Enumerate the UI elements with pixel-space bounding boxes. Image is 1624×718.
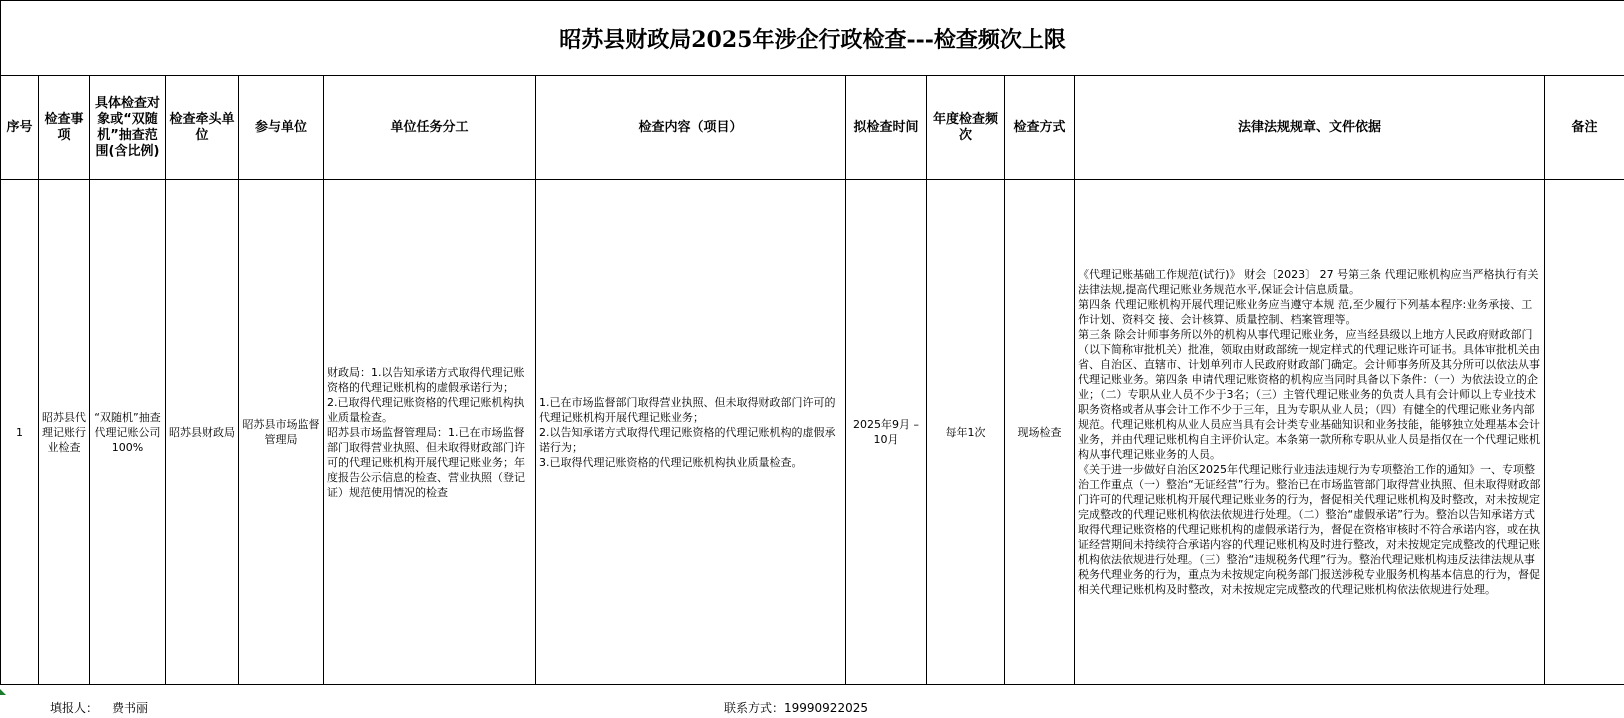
header-law: 法律法规规章、文件依据 bbox=[1075, 76, 1545, 180]
contact-info: 联系方式：19990922025 bbox=[724, 701, 868, 715]
header-note: 备注 bbox=[1545, 76, 1624, 180]
cell-scope: “双随机”抽查代理记账公司100% bbox=[90, 180, 166, 685]
header-method: 检查方式 bbox=[1005, 76, 1075, 180]
header-division: 单位任务分工 bbox=[324, 76, 536, 180]
cell-participant: 昭苏县市场监督管理局 bbox=[239, 180, 324, 685]
cell-freq: 每年1次 bbox=[927, 180, 1005, 685]
cell-item: 昭苏县代理记账行业检查 bbox=[39, 180, 90, 685]
cell-lead: 昭苏县财政局 bbox=[166, 180, 239, 685]
header-time: 拟检查时间 bbox=[846, 76, 927, 180]
page-title: 昭苏县财政局2025年涉企行政检查---检查频次上限 bbox=[1, 1, 1624, 76]
cell-division: 财政局：1.以告知承诺方式取得代理记账资格的代理记账机构的虚假承诺行为； 2.已取得代理记账资格的代理记账机构执业质量检查。 昭苏县市场监督管理局：1.已在市场监督部门取得营业执照、但未取得财政部门许可的代理记账机构开展代理记账业务；年度报告公示信息的检查、营业执照（登记证）规范使用情况的检查 bbox=[324, 180, 536, 685]
header-scope: 具体检查对象或“双随机”抽查范围(含比例) bbox=[90, 76, 166, 180]
header-seq: 序号 bbox=[1, 76, 39, 180]
header-lead: 检查牵头单位 bbox=[166, 76, 239, 180]
table-row bbox=[1, 180, 1624, 685]
header-row bbox=[1, 76, 1624, 180]
cell-method: 现场检查 bbox=[1005, 180, 1075, 685]
header-participant: 参与单位 bbox=[239, 76, 324, 180]
footer bbox=[0, 695, 1624, 718]
header-item: 检查事项 bbox=[39, 76, 90, 180]
filler-name: 费书丽 bbox=[112, 701, 149, 715]
header-freq: 年度检查频次 bbox=[927, 76, 1005, 180]
cell-seq: 1 bbox=[1, 180, 39, 685]
cell-time: 2025年9月 –10月 bbox=[846, 180, 927, 685]
filler-label: 填报人： bbox=[50, 701, 99, 715]
cell-law: 《代理记账基础工作规范(试行)》 财会〔2023〕 27 号第三条 代理记账机构应当严格执行有关法律法规,提高代理记账业务规范水平,保证会计信息质量。 第四条 代理记账机构开展代理记账业务应当遵守本规 范,至少履行下列基本程序:业务承接、工作计划、资料交 接、会计核算、质量控制、档案管理等。 第三条 除会计师事务所以外的机构从事代理记账业务，应当经县级以上地方人民政府财政部门（以下简称审批机关）批准，领取由财政部统一规定样式的代理记账许可证书。具体审批机关由省、自治区、直辖市、计划单列市人民政府财政部门确定。会计师事务所及其分所可以依法从事代理记账业务。第四条 申请代理记账资格的机构应当同时具备以下条件：（一）为依法设立的企业；（二）专职从业人员不少于3名；（三）主管代理记账业务的负责人具有会计师以上专业技术职务资格或者从事会计工作不少于三年，且为专职从业人员；（四）有健全的代理记账业务内部规范。代理记账机构从业人员应当具有会计类专业基础知识和业务技能，能够独立处理基本会计业务，并由代理记账机构自主评价认定。本条第一款所称专职从业人员是指仅在一个代理记账机构从事代理记账业务的人员。 《关于进一步做好自治区2025年代理记账行业违法违规行为专项整治工作的通知》一、专项整治工作重点（一）整治“无证经营”行为。整治已在市场监管部门取得营业执照、但未取得财政部门许可的代理记账机构开展代理记账业务的行为，督促相关代理记账机构及时整改，对未按规定完成整改的代理记账机构依法依规进行处理。（二）整治“虚假承诺”行为。整治以告知承诺方式取得代理记账资格的代理记账机构的虚假承诺行为，督促在资格审核时不符合承诺内容，或在执证经营期间未持续符合承诺内容的代理记账机构及时进行整改，对未按规定完成整改的代理记账机构依法依规进行处理。（三）整治“违规税务代理”行为。整治代理记账机构违反法律法规从事税务代理业务的行为，重点为未按规定向税务部门报送涉税专业服务机构基本信息的行为，督促相关代理记账机构及时整改，对未按规定完成整改的代理记账机构依法依规进行处理。 bbox=[1075, 180, 1545, 685]
cell-content: 1.已在市场监督部门取得营业执照、但未取得财政部门许可的代理记账机构开展代理记账业务； 2.以告知承诺方式取得代理记账资格的代理记账机构的虚假承诺行为； 3.已取得代理记账资格的代理记账机构执业质量检查。 bbox=[536, 180, 846, 685]
cell-note bbox=[1545, 180, 1624, 685]
header-content: 检查内容（项目） bbox=[536, 76, 846, 180]
